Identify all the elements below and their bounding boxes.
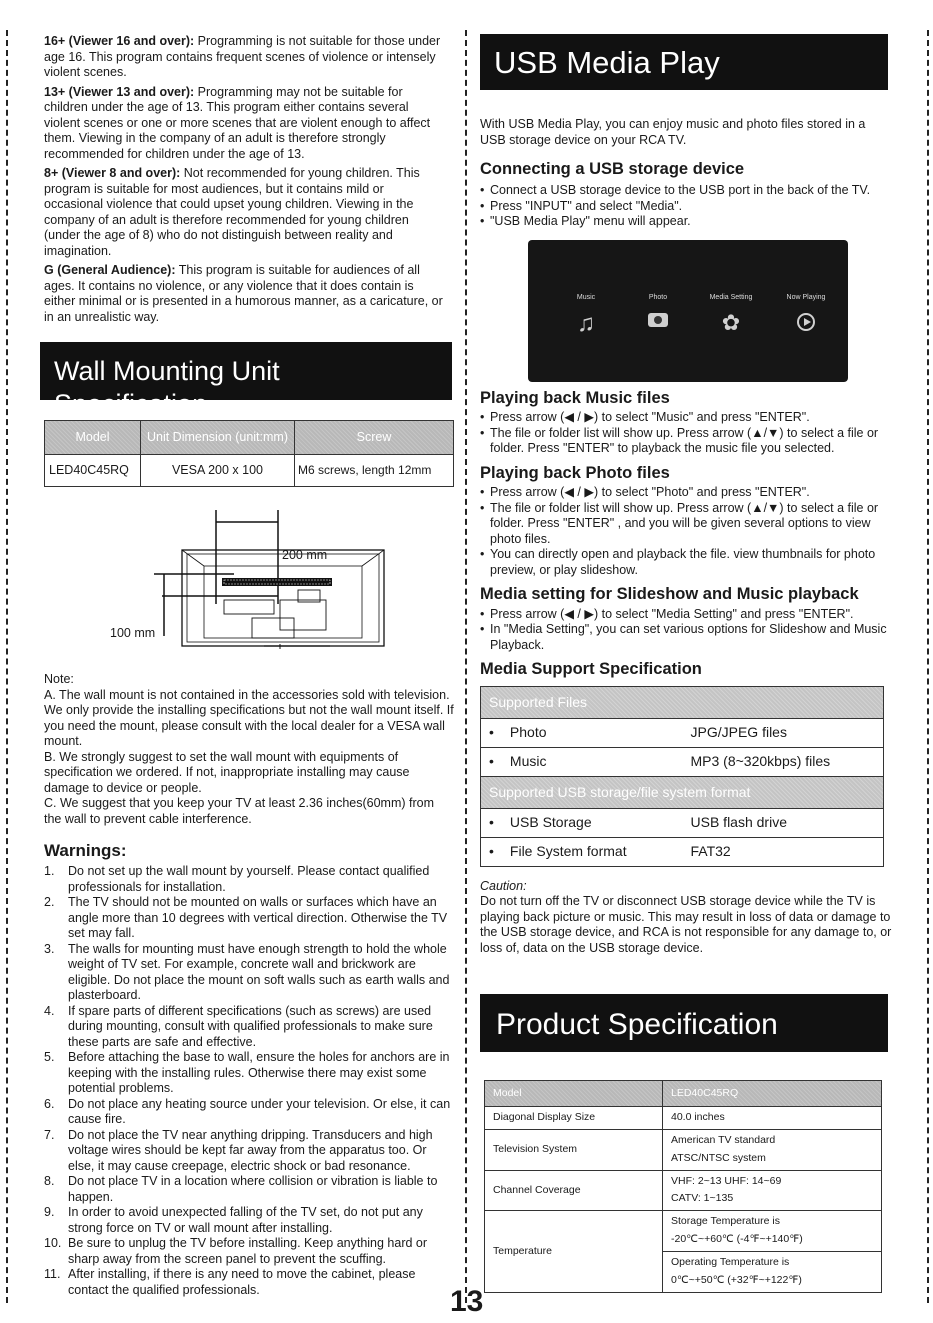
rating-8: 8+ (Viewer 8 and over): Not recommended for young children. This program is suitable for most audiences, but it contains mild or occasional violence that could upset young children. Viewing in the company of an adult is therefore recommended for young children (under the age of 8) who do not distinguish between reality and imagination.	[44, 166, 420, 258]
center-dashed-divider	[465, 30, 467, 1303]
product-header-model: Model	[485, 1081, 663, 1107]
product-row	[485, 1129, 882, 1170]
rating-16: 16+ (Viewer 16 and over): Programming is not suitable for those under age 16. This program contains frequent scenes of violence or intensely violent scenes.	[44, 34, 441, 79]
media-support-table	[480, 686, 884, 867]
music-note-icon: ♫	[577, 309, 595, 337]
warning-item: 1. Do not set up the wall mount by yourself. Please contact qualified professionals for installation.	[44, 864, 430, 894]
product-row-value: 0℃~+50℃ (+32℉~+122℉)	[671, 1273, 802, 1286]
product-row-value: American TV standard	[671, 1133, 776, 1146]
photo-title: Playing back Photo files	[480, 463, 670, 482]
support-type: Music	[509, 753, 547, 770]
product-header	[485, 1081, 882, 1107]
music-item: • Press arrow (◀ / ▶) to select "Music" and press "ENTER".	[480, 410, 892, 426]
note-b: B. We strongly suggest to set the wall mount with equipments of specification we ordered. If not, inappropriate installing may cause damage to device or people.	[44, 749, 410, 795]
supported-files-label: Supported Files	[489, 693, 588, 710]
cell-dimension: VESA 200 x 100	[141, 455, 295, 487]
rating-13: 13+ (Viewer 13 and over): Programming may not be suitable for children under the age of 13. This program either contains several violent scenes or one or more scenes that are violent enough to affect them. Viewing in the company of an adult is therefore strongly recommended for children under the age of 13.	[44, 84, 431, 161]
play-circle-icon	[797, 313, 815, 331]
cell-screw: M6 screws, length 12mm	[295, 455, 454, 487]
photo-list	[480, 485, 892, 578]
gear-icon: ✿	[721, 309, 741, 335]
connect-item: • Connect a USB storage device to the USB port in the back of the TV.	[480, 183, 892, 199]
product-row-label: Channel Coverage	[485, 1170, 663, 1211]
warnings-title: Warnings:	[44, 841, 127, 860]
menu-item-music[interactable]	[556, 294, 616, 338]
menu-label-media-setting: Media Setting	[709, 293, 753, 301]
product-row-value: -20℃~+60℃ (-4℉~+140℉)	[671, 1233, 803, 1246]
wall-notes	[44, 672, 454, 827]
menu-label-now-playing: Now Playing	[786, 293, 826, 301]
menu-label-music: Music	[576, 293, 596, 301]
product-row-value: CATV: 1~135	[671, 1192, 734, 1205]
wall-mount-banner	[40, 342, 452, 420]
support-row: • USB Storage USB flash drive	[481, 808, 884, 837]
product-row-value: 40.0 inches	[671, 1111, 725, 1123]
support-type: File System format	[509, 843, 627, 860]
vesa-diagram	[84, 504, 404, 654]
camera-icon	[648, 313, 668, 327]
left-dashed-margin	[6, 30, 8, 1303]
product-spec-table	[484, 1080, 882, 1293]
connect-title: Connecting a USB storage device	[480, 160, 745, 178]
warning-item: 2. The TV should not be mounted on walls or surfaces which have an angle more than 10 degrees with vertical direction. Otherwise the TV set may fall.	[44, 895, 448, 941]
usb-banner	[480, 34, 888, 90]
product-row-label: Temperature	[485, 1211, 663, 1292]
support-row: • File System format FAT32	[481, 837, 884, 866]
product-header-value: LED40C45RQ	[663, 1081, 882, 1107]
music-title: Playing back Music files	[480, 388, 670, 407]
wall-table-row	[45, 455, 454, 487]
caution-text: Do not turn off the TV or disconnect USB storage device while the TV is playing back picture or music. This may result in loss of data or damage to the USB storage device, and RCA is not responsible for any damage to, or loss of, data on the USB storage device.	[480, 894, 892, 955]
note-a: A. The wall mount is not contained in the accessories sold with television. We only provide the installing specifications but not the wall mount itself. If you need the mount, please consult with the local dealer for a VESA wall mount.	[44, 687, 454, 748]
setting-list	[480, 607, 892, 654]
setting-item: • Press arrow (◀ / ▶) to select "Media Setting" and press "ENTER".	[480, 607, 892, 623]
menu-item-now-playing[interactable]	[774, 294, 838, 331]
support-format: JPG/JPEG files	[691, 718, 884, 747]
note-label: Note:	[44, 672, 74, 686]
product-row-value: Storage Temperature is	[671, 1215, 780, 1228]
support-type: USB Storage	[509, 814, 592, 831]
connect-list	[480, 183, 892, 230]
support-format: MP3 (8~320kbps) files	[691, 747, 884, 776]
warning-item: 11. After installing, if there is any need to move the cabinet, please contact the qualified professionals.	[44, 1267, 416, 1297]
warning-item: 10. Be sure to unplug the TV before installing. Keep anything hard or sharp away from the screen panel to prevent the scuffing.	[44, 1236, 428, 1266]
menu-item-media-setting[interactable]	[698, 294, 764, 336]
product-row	[485, 1211, 882, 1252]
caution-label: Caution:	[480, 878, 527, 893]
warning-item: 9. In order to avoid unexpected falling of the TV set, do not put any strong force on TV or wall mount after installing.	[44, 1205, 423, 1235]
wall-table-header	[45, 421, 454, 455]
product-row-value: Operating Temperature is	[671, 1255, 790, 1268]
right-dashed-margin	[927, 30, 929, 1303]
support-type: Photo	[509, 724, 547, 741]
rating-g: G (General Audience): This program is suitable for audiences of all ages. It contains no violence, or any violence that it does contain is either minimal or is presented in a humorous manner, as a caricature, or in an unrealistic way.	[44, 263, 443, 324]
menu-label-photo: Photo	[648, 293, 668, 301]
product-row-label: Diagonal Display Size	[485, 1107, 663, 1130]
music-item: • The file or folder list will show up. Press arrow (▲/▼) to select a file or folder. Press "ENTER" to playback the music file you selected.	[480, 426, 892, 457]
warning-item: 7. Do not place the TV near anything dripping. Transducers and high voltage wires should be kept far away from the apparatus too. Or else, it may cause creepage, electric shock or bad resonance.	[44, 1127, 433, 1173]
product-title: Product Specification	[496, 1008, 778, 1041]
wall-mount-title: Wall Mounting Unit Specification	[54, 356, 280, 420]
connect-item: • Press "INPUT" and select "Media".	[480, 199, 892, 215]
supported-storage-header	[481, 776, 884, 808]
usb-media-menu	[528, 240, 848, 382]
photo-item: • Press arrow (◀ / ▶) to select "Photo" and press "ENTER".	[480, 485, 892, 501]
menu-item-photo[interactable]	[628, 294, 688, 327]
warning-item: 3. The walls for mounting must have enough strength to hold the whole weight of TV set. For example, concrete wall and brickwork are eligible. Do not place the mount on soft walls such as earth walls and plasterboard.	[44, 941, 450, 1003]
support-title: Media Support Specification	[480, 660, 702, 679]
support-format: FAT32	[691, 837, 884, 866]
warning-item: 5. Before attaching the base to wall, ensure the holes for anchors are in keeping with the installing rules. Otherwise there may exist some potential problems.	[44, 1050, 450, 1096]
product-banner	[480, 994, 888, 1052]
product-row-value: ATSC/NTSC system	[671, 1151, 766, 1164]
setting-title: Media setting for Slideshow and Music playback	[480, 585, 859, 604]
photo-item: • You can directly open and playback the file. view thumbnails for photo preview, or play slideshow.	[480, 547, 892, 578]
ratings-section	[44, 34, 444, 325]
note-c: C. We suggest that you keep your TV at least 2.36 inches(60mm) from the wall to prevent cable interference.	[44, 796, 434, 826]
product-row-label: Television System	[485, 1129, 663, 1170]
support-row: • Music MP3 (8~320kbps) files	[481, 747, 884, 776]
product-row	[485, 1107, 882, 1130]
product-row	[485, 1170, 882, 1211]
dim-200-label: 200 mm	[282, 548, 328, 562]
warning-item: 8. Do not place TV in a location where collision or vibration is liable to happen.	[44, 1174, 438, 1204]
right-column	[480, 34, 892, 1286]
warning-item: 6. Do not place any heating source under your television. Or else, it can cause fire.	[44, 1096, 451, 1127]
support-format: USB flash drive	[691, 808, 884, 837]
header-dimension: Unit Dimension (unit:mm)	[141, 421, 295, 455]
supported-storage-label: Supported USB storage/file system format	[481, 776, 884, 808]
warning-item: 4. If spare parts of different specifications (such as screws) are used during mounting, consult with qualified professionals to make sure these parts are safe and effective.	[44, 1003, 433, 1049]
usb-intro: With USB Media Play, you can enjoy music and photo files stored in a USB storage device on your RCA TV.	[480, 117, 866, 147]
setting-item: • In "Media Setting", you can set various options for Slideshow and Music Playback.	[480, 622, 892, 653]
warnings-list	[44, 864, 454, 1298]
wall-mount-table	[44, 420, 454, 487]
product-row-value: VHF: 2~13 UHF: 14~69	[671, 1174, 782, 1187]
left-column	[44, 34, 454, 1297]
page-number: 13	[450, 1285, 484, 1318]
warnings-section	[44, 840, 454, 1298]
dim-100-label: 100 mm	[110, 626, 156, 640]
header-screw: Screw	[295, 421, 454, 455]
cell-model: LED40C45RQ	[45, 455, 141, 487]
usb-title: USB Media Play	[494, 45, 720, 80]
connect-item: • "USB Media Play" menu will appear.	[480, 214, 892, 230]
header-model: Model	[45, 421, 141, 455]
music-list	[480, 410, 892, 457]
supported-files-header	[481, 686, 884, 718]
photo-item: • The file or folder list will show up. Press arrow (▲/▼) to select a file or folder. Press "ENTER" , and you will be given several options to view photo files.	[480, 501, 892, 548]
support-row: • Photo JPG/JPEG files	[481, 718, 884, 747]
